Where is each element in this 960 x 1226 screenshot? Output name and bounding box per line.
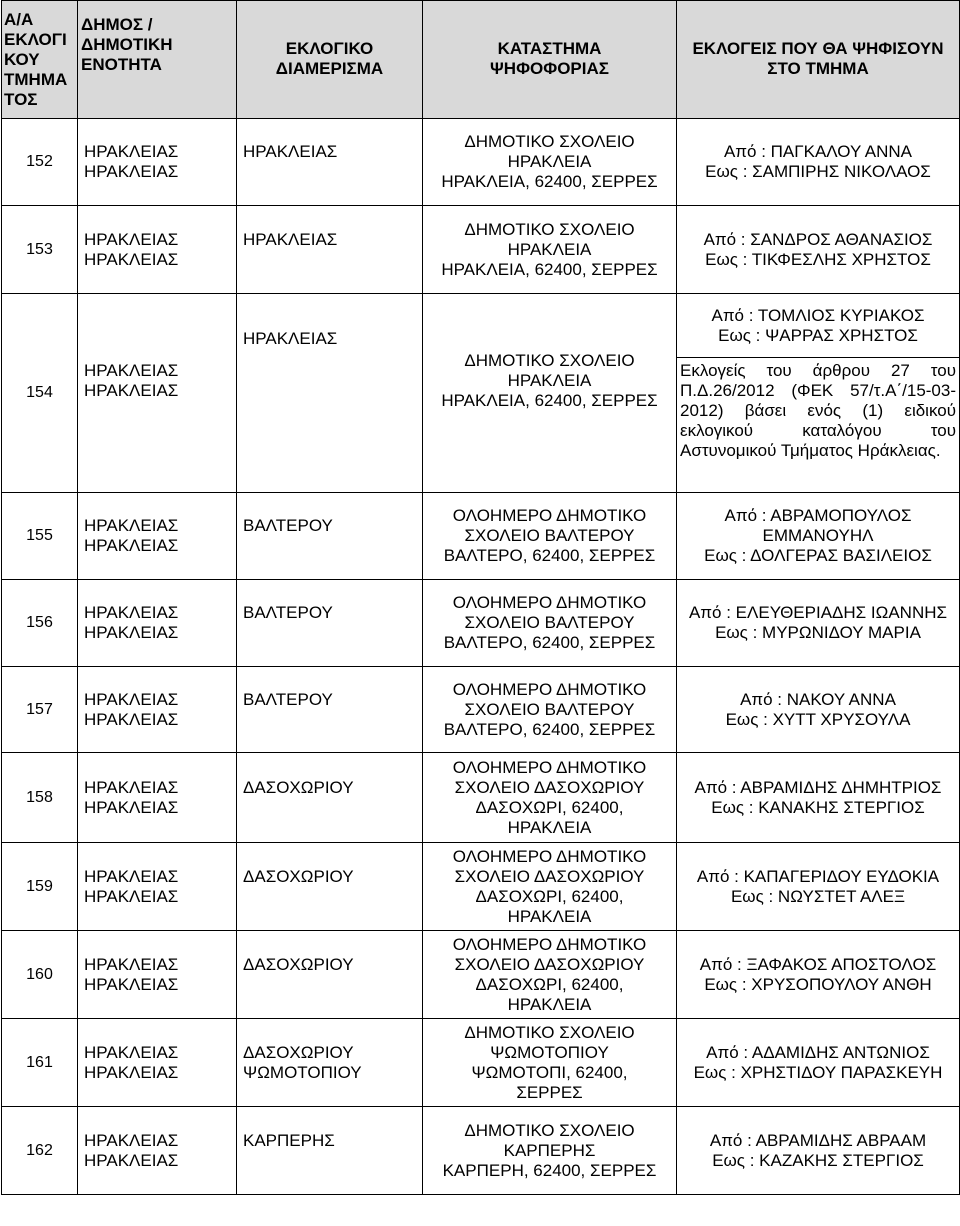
station-line: ΗΡΑΚΛΕΙΑ (507, 817, 592, 837)
table-row (2, 1019, 960, 1107)
municipality-line: ΗΡΑΚΛΕΙΑΣ (84, 886, 179, 906)
station-line: ΣΧΟΛΕΙΟ ΔΑΣΟΧΩΡΙΟΥ (454, 866, 645, 886)
header-num-line: ΚΟΥ (4, 49, 40, 69)
station-line: ΣΕΡΡΕΣ (516, 1082, 583, 1102)
station-line: ΨΩΜΟΤΟΠΙ, 62400, (471, 1062, 628, 1082)
municipality-line: ΗΡΑΚΛΕΙΑΣ (84, 142, 179, 161)
municipality-cell (78, 580, 237, 667)
voters-cell (677, 1019, 960, 1107)
station-line: ΣΧΟΛΕΙΟ ΒΑΛΤΕΡΟΥ (464, 526, 635, 545)
voters-line: Από : ΑΒΡΑΜΙΔΗΣ ΔΗΜΗΤΡΙΟΣ (694, 777, 942, 797)
voters-cell (677, 1107, 960, 1195)
station-line: ΗΡΑΚΛΕΙΑ (507, 239, 592, 259)
district-cell (237, 843, 423, 931)
district-cell (237, 580, 423, 667)
voters-line: Εως : ΧΡΗΣΤΙΔΟΥ ΠΑΡΑΣΚΕΥΗ (693, 1062, 943, 1082)
station-line: ΗΡΑΚΛΕΙΑ, 62400, ΣΕΡΡΕΣ (441, 259, 658, 279)
municipality-line: ΗΡΑΚΛΕΙΑΣ (84, 974, 179, 994)
municipality-cell (78, 119, 237, 206)
station-line: ΗΡΑΚΛΕΙΑ (507, 906, 592, 926)
header-kat-line: ΨΗΦΟΦΟΡΙΑΣ (490, 59, 609, 78)
section-number: 156 (2, 580, 78, 667)
district-line: ΗΡΑΚΛΕΙΑΣ (243, 142, 338, 161)
municipality-cell (78, 667, 237, 753)
voters-line: Από : ΞΑΦΑΚΟΣ ΑΠΟΣΤΟΛΟΣ (699, 954, 937, 974)
municipality-cell (78, 753, 237, 843)
header-diam-line: ΕΚΛΟΓΙΚΟ (285, 39, 374, 58)
header-row (2, 1, 960, 119)
municipality-line: ΗΡΑΚΛΕΙΑΣ (84, 623, 179, 642)
station-line: ΚΑΡΠΕΡΗ, 62400, ΣΕΡΡΕΣ (442, 1160, 657, 1180)
section-number: 162 (2, 1107, 78, 1195)
table-row (2, 206, 960, 294)
header-eklogeis (677, 1, 960, 119)
municipality-line: ΗΡΑΚΛΕΙΑΣ (84, 361, 179, 380)
district-line: ΔΑΣΟΧΩΡΙΟΥ (243, 777, 354, 797)
polling-station-cell (423, 206, 677, 294)
voters-range-cell (677, 294, 960, 358)
municipality-line: ΗΡΑΚΛΕΙΑΣ (84, 536, 179, 555)
header-diamerisma (237, 1, 423, 119)
table-row (2, 493, 960, 580)
municipality-cell (78, 294, 237, 493)
voters-line: Εως : ΨΑΡΡΑΣ ΧΡΗΣΤΟΣ (718, 325, 918, 345)
district-line: ΨΩΜΟΤΟΠΙΟΥ (243, 1062, 362, 1082)
station-line: ΔΑΣΟΧΩΡΙ, 62400, (475, 886, 624, 906)
district-line: ΒΑΛΤΕΡΟΥ (243, 689, 333, 709)
municipality-line: ΗΡΑΚΛΕΙΑΣ (84, 1130, 179, 1150)
voters-line: Εως : ΧΥΤΤ ΧΡΥΣΟΥΛΑ (725, 709, 911, 729)
table-row (2, 1107, 960, 1195)
section-number: 157 (2, 667, 78, 753)
station-line: ΔΑΣΟΧΩΡΙ, 62400, (475, 974, 624, 994)
municipality-line: ΗΡΑΚΛΕΙΑΣ (84, 689, 179, 709)
station-line: ΟΛΟΗΜΕΡΟ ΔΗΜΟΤΙΚΟ (452, 506, 647, 525)
polling-station-cell (423, 119, 677, 206)
voters-line: Από : ΑΒΡΑΜΙΔΗΣ ΑΒΡΑΑΜ (709, 1130, 927, 1150)
section-number: 159 (2, 843, 78, 931)
municipality-line: ΗΡΑΚΛΕΙΑΣ (84, 1062, 179, 1082)
polling-station-cell (423, 580, 677, 667)
table-row (2, 667, 960, 753)
district-cell (237, 493, 423, 580)
municipality-line: ΗΡΑΚΛΕΙΑΣ (84, 249, 179, 269)
district-line: ΔΑΣΟΧΩΡΙΟΥ (243, 954, 354, 974)
station-line: ΒΑΛΤΕΡΟ, 62400, ΣΕΡΡΕΣ (443, 546, 656, 565)
district-cell (237, 1107, 423, 1195)
district-cell (237, 931, 423, 1019)
voters-line: Από : ΑΒΡΑΜΟΠΟΥΛΟΣ (724, 506, 912, 525)
station-line: ΣΧΟΛΕΙΟ ΔΑΣΟΧΩΡΙΟΥ (454, 777, 645, 797)
municipality-cell (78, 843, 237, 931)
municipality-cell (78, 1019, 237, 1107)
district-line: ΔΑΣΟΧΩΡΙΟΥ (243, 866, 354, 886)
section-number: 152 (2, 119, 78, 206)
polling-station-cell (423, 1019, 677, 1107)
district-cell (237, 1019, 423, 1107)
header-num-line: Α/Α (4, 9, 34, 29)
municipality-line: ΗΡΑΚΛΕΙΑΣ (84, 381, 179, 400)
municipality-cell (78, 206, 237, 294)
voters-line: Από : ΤΟΜΛΙΟΣ ΚΥΡΙΑΚΟΣ (711, 305, 925, 325)
voters-line: Εως : ΤΙΚΦΕΣΛΗΣ ΧΡΗΣΤΟΣ (705, 249, 931, 269)
header-ekl-line: ΣΤΟ ΤΜΗΜΑ (767, 59, 869, 78)
voters-line: Εως : ΧΡΥΣΟΠΟΥΛΟΥ ΑΝΘΗ (704, 974, 932, 994)
municipality-line: ΗΡΑΚΛΕΙΑΣ (84, 516, 179, 535)
voters-line: ΕΜΜΑΝΟΥΗΛ (762, 526, 874, 545)
voters-line: Εως : ΚΑΖΑΚΗΣ ΣΤΕΡΓΙΟΣ (712, 1150, 924, 1170)
station-line: ΟΛΟΗΜΕΡΟ ΔΗΜΟΤΙΚΟ (452, 757, 647, 777)
station-line: ΗΡΑΚΛΕΙΑ, 62400, ΣΕΡΡΕΣ (441, 172, 658, 191)
table-row (2, 753, 960, 843)
voters-line: Εως : ΝΩΥΣΤΕΤ ΑΛΕΞ (730, 886, 906, 906)
station-line: ΔΗΜΟΤΙΚΟ ΣΧΟΛΕΙΟ (464, 219, 635, 239)
station-line: ΔΗΜΟΤΙΚΟ ΣΧΟΛΕΙΟ (464, 1022, 635, 1042)
polling-station-cell (423, 1107, 677, 1195)
district-cell (237, 753, 423, 843)
station-line: ΣΧΟΛΕΙΟ ΒΑΛΤΕΡΟΥ (464, 699, 635, 719)
polling-station-cell (423, 667, 677, 753)
polling-station-cell (423, 753, 677, 843)
polling-station-cell (423, 843, 677, 931)
table-row (2, 843, 960, 931)
district-line: ΔΑΣΟΧΩΡΙΟΥ (243, 1042, 354, 1062)
header-ekl-line: ΕΚΛΟΓΕΙΣ ΠΟΥ ΘΑ ΨΗΦΙΣΟΥΝ (692, 39, 944, 58)
station-line: ΗΡΑΚΛΕΙΑ (507, 152, 592, 171)
voters-cell (677, 206, 960, 294)
municipality-cell (78, 931, 237, 1019)
voters-cell (677, 580, 960, 667)
voters-cell (677, 843, 960, 931)
table-row (2, 580, 960, 667)
district-line: ΗΡΑΚΛΕΙΑΣ (243, 329, 338, 348)
station-line: ΗΡΑΚΛΕΙΑ, 62400, ΣΕΡΡΕΣ (441, 391, 658, 410)
district-line: ΒΑΛΤΕΡΟΥ (243, 516, 333, 535)
voters-line: Εως : ΔΟΛΓΕΡΑΣ ΒΑΣΙΛΕΙΟΣ (704, 546, 932, 565)
district-cell (237, 667, 423, 753)
polling-station-cell (423, 493, 677, 580)
station-line: ΒΑΛΤΕΡΟ, 62400, ΣΕΡΡΕΣ (443, 719, 656, 739)
voters-line: Από : ΚΑΠΑΓΕΡΙΔΟΥ ΕΥΔΟΚΙΑ (696, 866, 940, 886)
voters-line: Από : ΠΑΓΚΑΛΟΥ ΑΝΝΑ (723, 142, 913, 161)
municipality-line: ΗΡΑΚΛΕΙΑΣ (84, 1042, 179, 1062)
district-cell (237, 119, 423, 206)
section-number: 154 (2, 294, 78, 493)
municipality-line: ΗΡΑΚΛΕΙΑΣ (84, 162, 179, 181)
municipality-line: ΗΡΑΚΛΕΙΑΣ (84, 1150, 179, 1170)
polling-stations-table (1, 0, 960, 1195)
voters-cell (677, 119, 960, 206)
station-line: ΔΗΜΟΤΙΚΟ ΣΧΟΛΕΙΟ (464, 351, 635, 370)
station-line: ΣΧΟΛΕΙΟ ΒΑΛΤΕΡΟΥ (464, 613, 635, 632)
station-line: ΔΑΣΟΧΩΡΙ, 62400, (475, 797, 624, 817)
station-line: ΗΡΑΚΛΕΙΑ (507, 994, 592, 1014)
voters-cell (677, 493, 960, 580)
voters-cell (677, 931, 960, 1019)
section-number: 158 (2, 753, 78, 843)
municipality-line: ΗΡΑΚΛΕΙΑΣ (84, 797, 179, 817)
section-number: 160 (2, 931, 78, 1019)
station-line: ΟΛΟΗΜΕΡΟ ΔΗΜΟΤΙΚΟ (452, 679, 647, 699)
section-number: 161 (2, 1019, 78, 1107)
table-row (2, 294, 960, 358)
header-kat-line: ΚΑΤΑΣΤΗΜΑ (497, 39, 602, 58)
table-row (2, 931, 960, 1019)
header-num-line: ΤΟΣ (4, 89, 38, 109)
special-voters-note (677, 358, 960, 493)
station-line: ΗΡΑΚΛΕΙΑ (507, 371, 592, 390)
table-row (2, 119, 960, 206)
header-num (2, 1, 78, 119)
voters-cell (677, 667, 960, 753)
station-line: ΔΗΜΟΤΙΚΟ ΣΧΟΛΕΙΟ (464, 132, 635, 151)
station-line: ΚΑΡΠΕΡΗΣ (503, 1140, 596, 1160)
header-dimos-line: ΕΝΟΤΗΤΑ (81, 55, 162, 74)
station-line: ΟΛΟΗΜΕΡΟ ΔΗΜΟΤΙΚΟ (452, 934, 647, 954)
district-cell (237, 294, 423, 493)
station-line: ΔΗΜΟΤΙΚΟ ΣΧΟΛΕΙΟ (464, 1120, 635, 1140)
municipality-cell (78, 1107, 237, 1195)
voters-line: Εως : ΣΑΜΠΙΡΗΣ ΝΙΚΟΛΑΟΣ (705, 162, 931, 181)
note-text: Εκλογείς του άρθρου 27 του Π.Δ.26/2012 (ΦΕΚ 57/τ.Α΄/15-03-2012) βάσει ενός (1) ειδικού εκλογικού καταλόγου του Αστυνομικού Τμήματος Ηράκλειας. (680, 361, 956, 460)
municipality-line: ΗΡΑΚΛΕΙΑΣ (84, 229, 179, 249)
header-diam-line: ΔΙΑΜΕΡΙΣΜΑ (275, 59, 384, 78)
header-num-line: ΕΚΛΟΓΙ (4, 29, 67, 49)
municipality-line: ΗΡΑΚΛΕΙΑΣ (84, 603, 179, 622)
station-line: ΟΛΟΗΜΕΡΟ ΔΗΜΟΤΙΚΟ (452, 593, 647, 612)
station-line: ΣΧΟΛΕΙΟ ΔΑΣΟΧΩΡΙΟΥ (454, 954, 645, 974)
voters-line: Εως : ΚΑΝΑΚΗΣ ΣΤΕΡΓΙΟΣ (711, 797, 925, 817)
polling-station-cell (423, 931, 677, 1019)
header-dimos-line: ΔΗΜΟΤΙΚΗ (81, 35, 173, 54)
header-dimos (78, 1, 237, 119)
municipality-line: ΗΡΑΚΛΕΙΑΣ (84, 709, 179, 729)
voters-line: Από : ΣΑΝΔΡΟΣ ΑΘΑΝΑΣΙΟΣ (703, 229, 933, 249)
municipality-line: ΗΡΑΚΛΕΙΑΣ (84, 866, 179, 886)
header-num-line: ΤΜΗΜΑ (4, 69, 68, 89)
polling-station-cell (423, 294, 677, 493)
municipality-line: ΗΡΑΚΛΕΙΑΣ (84, 954, 179, 974)
station-line: ΟΛΟΗΜΕΡΟ ΔΗΜΟΤΙΚΟ (452, 846, 647, 866)
voters-line: Από : ΑΔΑΜΙΔΗΣ ΑΝΤΩΝΙΟΣ (706, 1042, 930, 1062)
voters-line: Από : ΕΛΕΥΘΕΡΙΑΔΗΣ ΙΩΑΝΝΗΣ (688, 603, 948, 622)
voters-line: Από : ΝΑΚΟΥ ΑΝΝΑ (740, 689, 896, 709)
district-cell (237, 206, 423, 294)
header-dimos-line: ΔΗΜΟΣ / (81, 15, 153, 34)
municipality-cell (78, 493, 237, 580)
station-line: ΨΩΜΟΤΟΠΙΟΥ (490, 1042, 609, 1062)
voters-cell (677, 753, 960, 843)
district-line: ΒΑΛΤΕΡΟΥ (243, 603, 333, 622)
district-line: ΚΑΡΠΕΡΗΣ (243, 1130, 335, 1150)
header-katastima (423, 1, 677, 119)
station-line: ΒΑΛΤΕΡΟ, 62400, ΣΕΡΡΕΣ (443, 633, 656, 652)
voters-line: Εως : ΜΥΡΩΝΙΔΟΥ ΜΑΡΙΑ (715, 623, 921, 642)
section-number: 153 (2, 206, 78, 294)
district-line: ΗΡΑΚΛΕΙΑΣ (243, 229, 338, 249)
section-number: 155 (2, 493, 78, 580)
municipality-line: ΗΡΑΚΛΕΙΑΣ (84, 777, 179, 797)
